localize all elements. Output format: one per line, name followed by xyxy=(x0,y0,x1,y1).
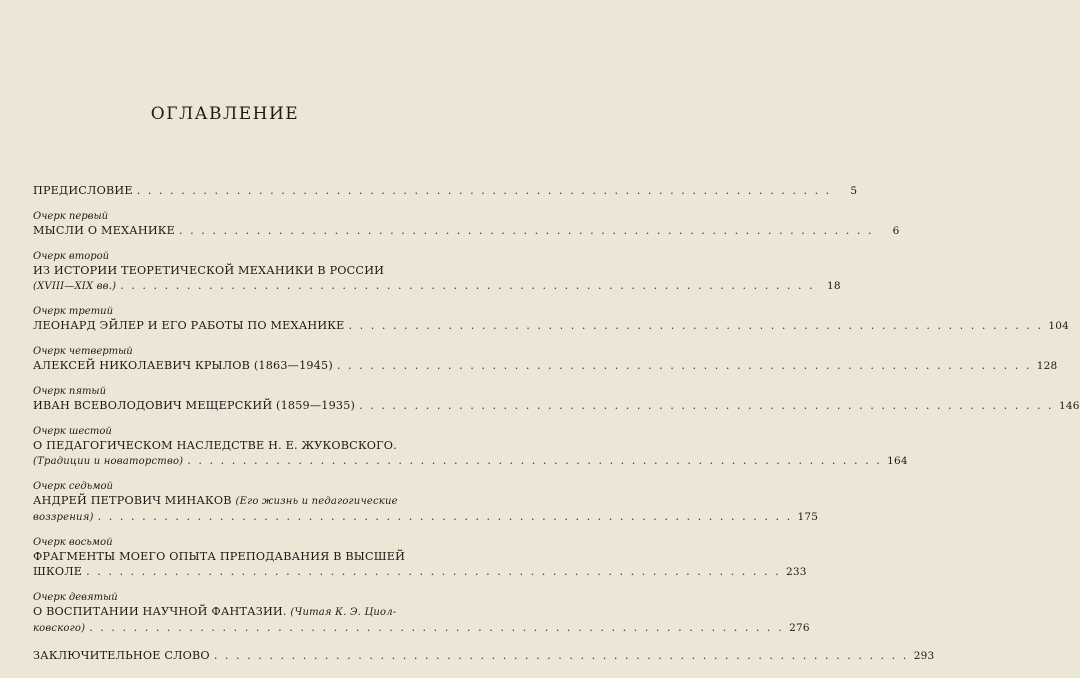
essay-number: Очерк восьмой xyxy=(33,537,113,548)
entry-title-line xyxy=(33,604,419,620)
dot-leader: . . . . . . . . . . . . . . . . . . . . . . . . . . . . . . . . . . . . . . . . . . . . . . . . . . . . . . . . . . . . . . . xyxy=(89,621,784,634)
table-of-contents xyxy=(33,183,1080,676)
entry-title: ИВАН ВСЕВОЛОДОВИЧ МЕЩЕРСКИЙ (1859—1935) xyxy=(33,399,356,412)
essay-number: Очерк девятый xyxy=(33,592,118,603)
essay-number: Очерк четвертый xyxy=(33,346,133,357)
entry-title: О ВОСПИТАНИИ НАУЧНОЙ ФАНТАЗИИ. xyxy=(33,605,287,618)
toc-entry-essay-8[interactable] xyxy=(33,537,807,580)
page-number: 164 xyxy=(887,455,908,467)
toc-entry-essay-3[interactable] xyxy=(33,306,1070,334)
entry-title: МЫСЛИ О МЕХАНИКЕ xyxy=(33,224,175,237)
essay-number: Очерк второй xyxy=(33,251,110,262)
page-number: 293 xyxy=(913,650,935,662)
page-number: 146 xyxy=(1058,400,1080,412)
toc-entry-preface[interactable] xyxy=(33,183,858,199)
page-number: 175 xyxy=(797,511,819,523)
page-number: 128 xyxy=(1036,360,1058,372)
toc-entry-essay-6[interactable] xyxy=(33,426,908,469)
essay-number: Очерк седьмой xyxy=(33,481,113,492)
page-number: 104 xyxy=(1048,320,1070,332)
entry-title-cont: ШКОЛЕ xyxy=(33,565,83,578)
dot-leader: . . . . . . . . . . . . . . . . . . . . . . . . . . . . . . . . . . . . . . . . . . . . . . . . . . . . . . . . . . . . . . . xyxy=(336,359,1032,372)
page-number: 6 xyxy=(892,225,900,237)
entry-title: ЗАКЛЮЧИТЕЛЬНОЕ СЛОВО xyxy=(33,649,210,662)
entry-subtitle: (XVIII—XIX вв.) xyxy=(33,281,117,292)
entry-subtitle-cont: воззрения) xyxy=(33,512,94,523)
toc-entry-essay-9[interactable] xyxy=(33,592,810,636)
essay-number: Очерк первый xyxy=(33,211,109,222)
page-number: 18 xyxy=(826,280,841,292)
dot-leader: . . . . . . . . . . . . . . . . . . . . . . . . . . . . . . . . . . . . . . . . . . . . . . . . . . . . . . . . . . . . . . . xyxy=(187,454,882,467)
dot-leader: . . . . . . . . . . . . . . . . . . . . . . . . . . . . . . . . . . . . . . . . . . . . . . . . . . . . . . . . . . . . . . . xyxy=(97,510,793,523)
toc-entry-essay-5[interactable] xyxy=(33,386,1080,414)
essay-number: Очерк пятый xyxy=(33,386,107,397)
dot-leader: . . . . . . . . . . . . . . . . . . . . . . . . . . . . . . . . . . . . . . . . . . . . . . . . . . . . . . . . . . . . . . . xyxy=(179,224,874,237)
dot-leader: . . . . . . . . . . . . . . . . . . . . . . . . . . . . . . . . . . . . . . . . . . . . . . . . . . . . . . . . . . . . . . . xyxy=(348,319,1044,332)
entry-title: АЛЕКСЕЙ НИКОЛАЕВИЧ КРЫЛОВ (1863—1945) xyxy=(33,359,333,372)
entry-subtitle: (Читая К. Э. Циол- xyxy=(290,607,397,618)
entry-title: О ПЕДАГОГИЧЕСКОМ НАСЛЕДСТВЕ Н. Е. ЖУКОВСКОГО. xyxy=(33,439,397,452)
entry-title: ПРЕДИСЛОВИЕ xyxy=(33,184,133,197)
dot-leader: . . . . . . . . . . . . . . . . . . . . . . . . . . . . . . . . . . . . . . . . . . . . . . . . . . . . . . . . . . . . . . . xyxy=(213,649,909,662)
entry-title: ЛЕОНАРД ЭЙЛЕР И ЕГО РАБОТЫ ПО МЕХАНИКЕ xyxy=(33,319,345,332)
toc-title: ОГЛАВЛЕНИЕ xyxy=(150,104,300,124)
toc-entry-essay-4[interactable] xyxy=(33,346,1058,374)
dot-leader: . . . . . . . . . . . . . . . . . . . . . . . . . . . . . . . . . . . . . . . . . . . . . . . . . . . . . . . . . . . . . . . xyxy=(120,279,815,292)
toc-entry-essay-7[interactable] xyxy=(33,481,819,525)
dot-leader: . . . . . . . . . . . . . . . . . . . . . . . . . . . . . . . . . . . . . . . . . . . . . . . . . . . . . . . . . . . . . . . xyxy=(359,399,1054,412)
page-number: 276 xyxy=(789,622,810,634)
page-number: 233 xyxy=(785,566,807,578)
toc-entry-essay-2[interactable] xyxy=(33,251,841,294)
dot-leader: . . . . . . . . . . . . . . . . . . . . . . . . . . . . . . . . . . . . . . . . . . . . . . . . . . . . . . . . . . . . . . . xyxy=(86,565,781,578)
entry-subtitle: (Традиции и новаторство) xyxy=(33,456,184,467)
entry-title: ФРАГМЕНТЫ МОЕГО ОПЫТА ПРЕПОДАВАНИЯ В ВЫСШЕЙ xyxy=(33,550,406,563)
page-number: 5 xyxy=(850,185,858,197)
entry-title: АНДРЕЙ ПЕТРОВИЧ МИНАКОВ xyxy=(33,494,232,507)
toc-entry-conclusion[interactable] xyxy=(33,648,935,664)
dot-leader: . . . . . . . . . . . . . . . . . . . . . . . . . . . . . . . . . . . . . . . . . . . . . . . . . . . . . . . . . . . . . . . xyxy=(136,184,832,197)
toc-entry-essay-1[interactable] xyxy=(33,211,900,239)
entry-subtitle: (Его жизнь и педагогические xyxy=(235,496,398,507)
entry-title: ИЗ ИСТОРИИ ТЕОРЕТИЧЕСКОЙ МЕХАНИКИ В РОССИИ xyxy=(33,264,385,277)
essay-number: Очерк третий xyxy=(33,306,114,317)
entry-subtitle-cont: ковского) xyxy=(33,623,86,634)
entry-title-line xyxy=(33,493,419,509)
essay-number: Очерк шестой xyxy=(33,426,112,437)
